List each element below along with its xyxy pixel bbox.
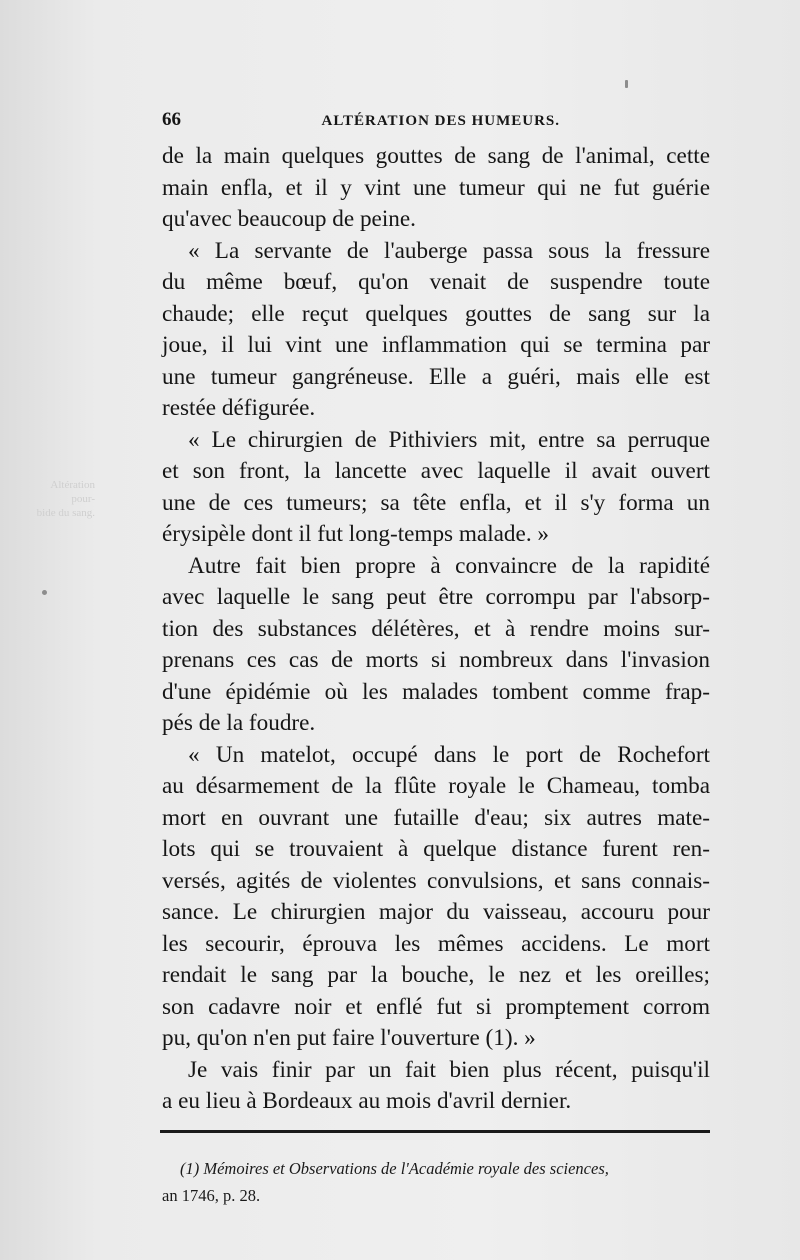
text-line: sance. Le chirurgien major du vaisseau, accouru pour: [162, 899, 710, 925]
text-line: les secourir, éprouva les mêmes accidens. Le mort: [162, 930, 710, 957]
text-line: « La servante de l'auberge passa sous la fressure: [188, 237, 710, 264]
text-line: Je vais finir par un fait bien plus récent, puisqu'il: [188, 1056, 710, 1083]
bleed-through-margin-note: [30, 478, 95, 520]
text-line: prenans ces cas de morts si nombreux dans l'invasion: [162, 647, 710, 673]
footnote-rule: [160, 1130, 710, 1133]
text-line: joue, il lui vint une inflammation qui se termina par: [162, 332, 710, 358]
text-line: lots qui se trouvaient à quelque distance furent ren-: [162, 836, 710, 862]
text-line: « Le chirurgien de Pithiviers mit, entre sa perruque: [188, 426, 710, 453]
text-line: mort en ouvrant une futaille d'eau; six autres mate-: [162, 804, 710, 831]
text-line: main enfla, et il y vint une tumeur qui ne fut guérie: [162, 174, 710, 201]
running-title: ALTÉRATION DES HUMEURS.: [321, 113, 560, 129]
body-text: [162, 141, 710, 1118]
text-line: érysipèle dont il fut long-temps malade. »: [162, 521, 550, 547]
text-line: son cadavre noir et enflé fut si promptement corrom: [162, 993, 710, 1020]
text-line: restée défigurée.: [162, 395, 316, 421]
page-speck: [625, 80, 628, 88]
text-line: versés, agités de violentes convulsions, et sans connais-: [162, 867, 710, 894]
ghost-line: Altération pour-: [50, 479, 95, 505]
text-line: du même bœuf, qu'on venait de suspendre toute: [162, 269, 710, 295]
text-line: au désarmement de la flûte royale le Chameau, tomba: [162, 773, 710, 799]
text-line: et son front, la lancette avec laquelle il avait ouvert: [162, 458, 710, 484]
ghost-line: bide du sang.: [36, 507, 95, 519]
text-line: pu, qu'on n'en put faire l'ouverture (1). »: [162, 1025, 536, 1051]
text-line: pés de la foudre.: [162, 710, 316, 736]
text-line: tion des substances délétères, et à rendre moins sur-: [162, 615, 710, 642]
text-line: une tumeur gangréneuse. Elle a guéri, mais elle est: [162, 363, 710, 390]
text-line: rendait le sang par la bouche, le nez et les oreilles;: [162, 962, 710, 988]
text-line: avec laquelle le sang peut être corrompu par l'absorp-: [162, 584, 710, 610]
page-number: 66: [162, 109, 181, 130]
running-header: [162, 104, 710, 134]
text-line: « Un matelot, occupé dans le port de Rochefort: [188, 741, 710, 768]
text-line: une de ces tumeurs; sa tête enfla, et il s'y forma un: [162, 489, 710, 516]
footnote-line: (1) Mémoires et Observations de l'Académie royale des sciences,: [180, 1159, 609, 1178]
text-line: de la main quelques gouttes de sang de l'animal, cette: [162, 143, 710, 169]
page-speck: [42, 590, 47, 595]
text-line: qu'avec beaucoup de peine.: [162, 206, 416, 232]
footnote: [162, 1155, 710, 1209]
text-line: d'une épidémie où les malades tombent comme frap-: [162, 678, 710, 705]
text-line: a eu lieu à Bordeaux au mois d'avril dernier.: [162, 1088, 572, 1114]
text-line: Autre fait bien propre à convaincre de la rapidité: [188, 552, 710, 579]
text-line: chaude; elle reçut quelques gouttes de sang sur la: [162, 300, 710, 327]
footnote-line: an 1746, p. 28.: [162, 1186, 261, 1205]
